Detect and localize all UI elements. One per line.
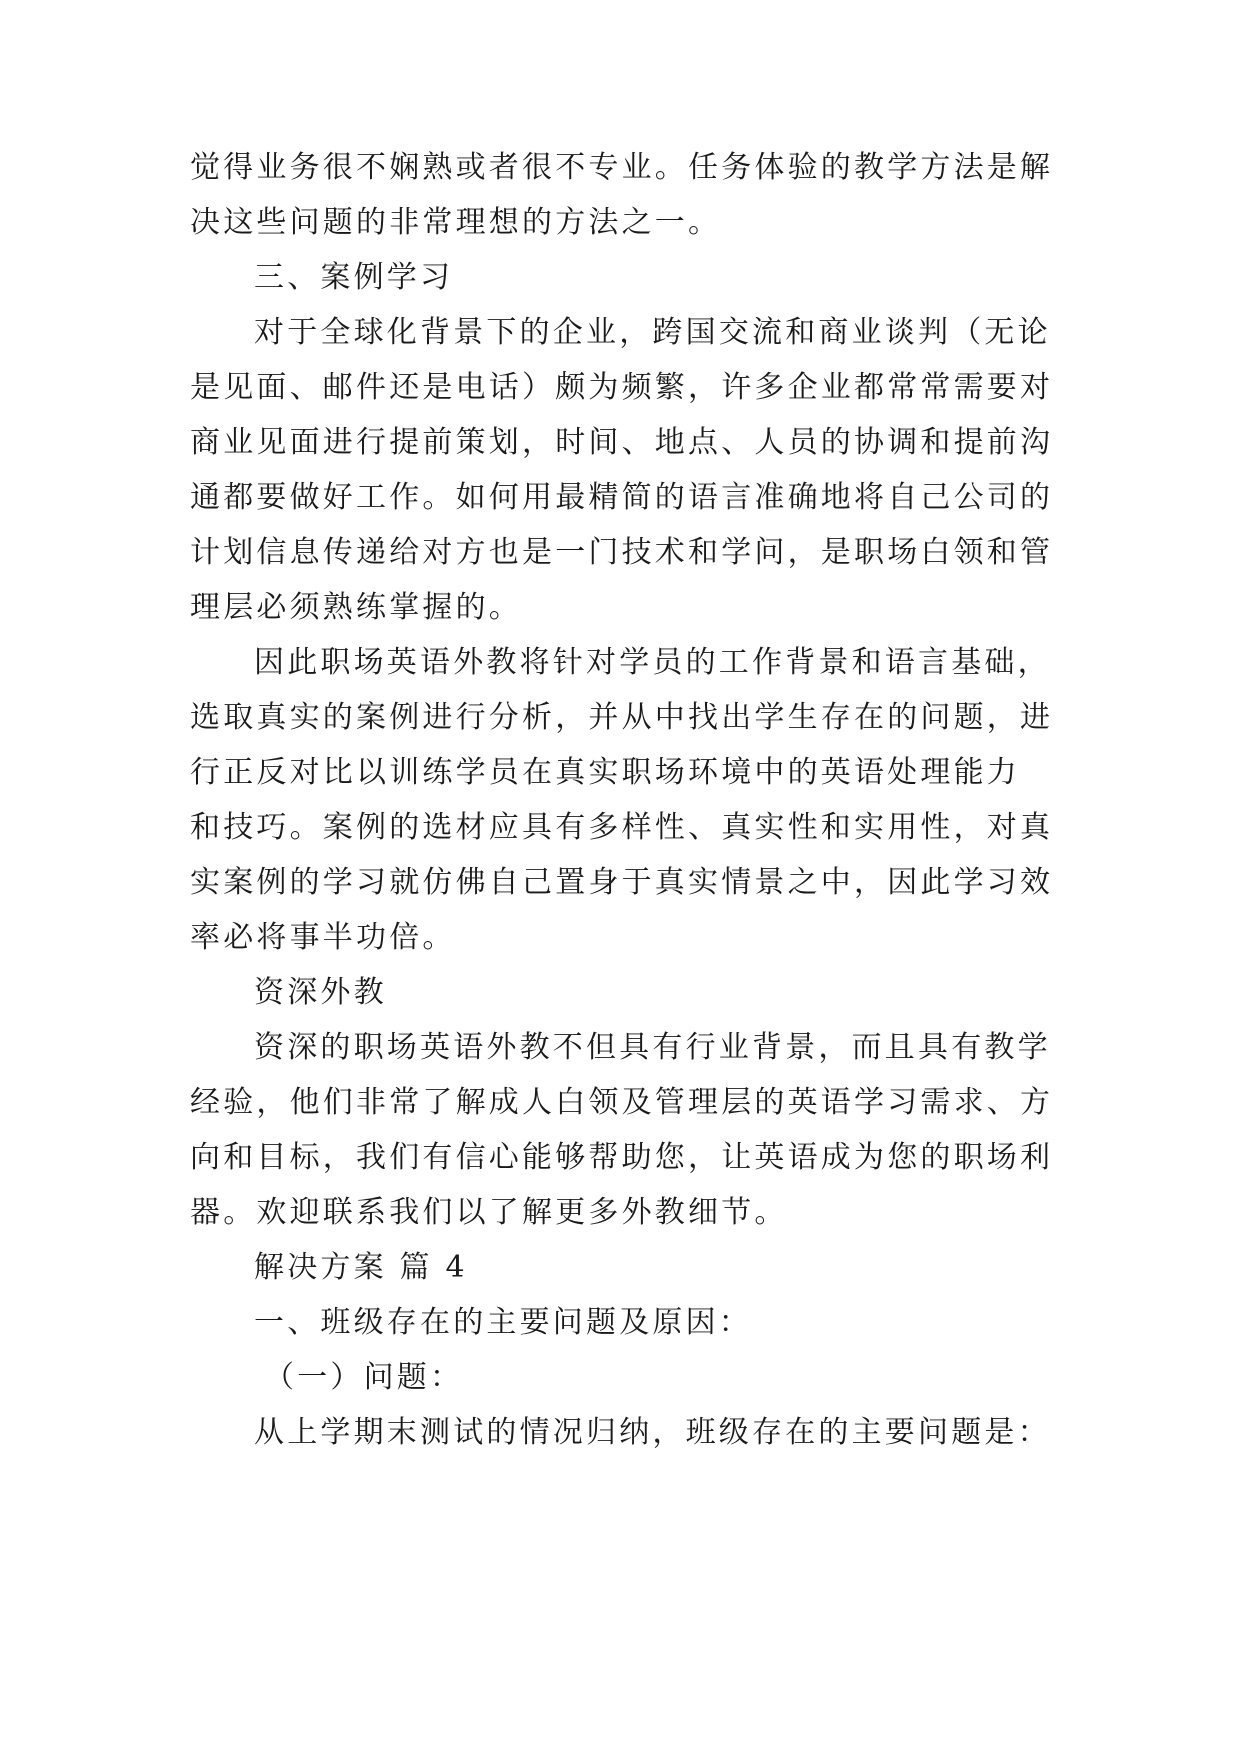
paragraph-line: 器。欢迎联系我们以了解更多外教细节。 bbox=[190, 1195, 788, 1230]
section-heading: 一、班级存在的主要问题及原因： bbox=[254, 1305, 752, 1340]
paragraph-line: 商业见面进行提前策划，时间、地点、人员的协调和提前沟 bbox=[190, 425, 1054, 460]
paragraph-line: 向和目标，我们有信心能够帮助您，让英语成为您的职场利 bbox=[190, 1140, 1054, 1175]
paragraph-line: 从上学期末测试的情况归纳，班级存在的主要问题是： bbox=[254, 1415, 1051, 1450]
paragraph-line: 行正反对比以训练学员在真实职场环境中的英语处理能力 bbox=[190, 755, 1020, 790]
section-heading: 资深外教 bbox=[254, 975, 387, 1010]
section-heading: 三、案例学习 bbox=[254, 260, 454, 295]
paragraph-line: 通都要做好工作。如何用最精简的语言准确地将自己公司的 bbox=[190, 480, 1054, 515]
subsection-heading: （一）问题： bbox=[264, 1360, 464, 1395]
paragraph-line: 决这些问题的非常理想的方法之一。 bbox=[190, 205, 722, 240]
paragraph-line: 实案例的学习就仿佛自己置身于真实情景之中，因此学习效 bbox=[190, 865, 1054, 900]
section-heading: 解决方案 篇 4 bbox=[254, 1250, 468, 1285]
paragraph-line: 资深的职场英语外教不但具有行业背景，而且具有教学 bbox=[254, 1030, 1051, 1065]
paragraph-line: 理层必须熟练掌握的。 bbox=[190, 590, 522, 625]
paragraph-line: 计划信息传递给对方也是一门技术和学问，是职场白领和管 bbox=[190, 535, 1054, 570]
paragraph-line: 对于全球化背景下的企业，跨国交流和商业谈判（无论 bbox=[254, 315, 1051, 350]
paragraph-line: 因此职场英语外教将针对学员的工作背景和语言基础， bbox=[254, 645, 1051, 680]
paragraph-line: 选取真实的案例进行分析，并从中找出学生存在的问题，进 bbox=[190, 700, 1054, 735]
paragraph-line: 经验，他们非常了解成人白领及管理层的英语学习需求、方 bbox=[190, 1085, 1054, 1120]
paragraph-line: 觉得业务很不娴熟或者很不专业。任务体验的教学方法是解 bbox=[190, 150, 1054, 185]
paragraph-line: 率必将事半功倍。 bbox=[190, 920, 456, 955]
paragraph-line: 是见面、邮件还是电话）颇为频繁，许多企业都常常需要对 bbox=[190, 370, 1054, 405]
paragraph-line: 和技巧。案例的选材应具有多样性、真实性和实用性，对真 bbox=[190, 810, 1054, 845]
